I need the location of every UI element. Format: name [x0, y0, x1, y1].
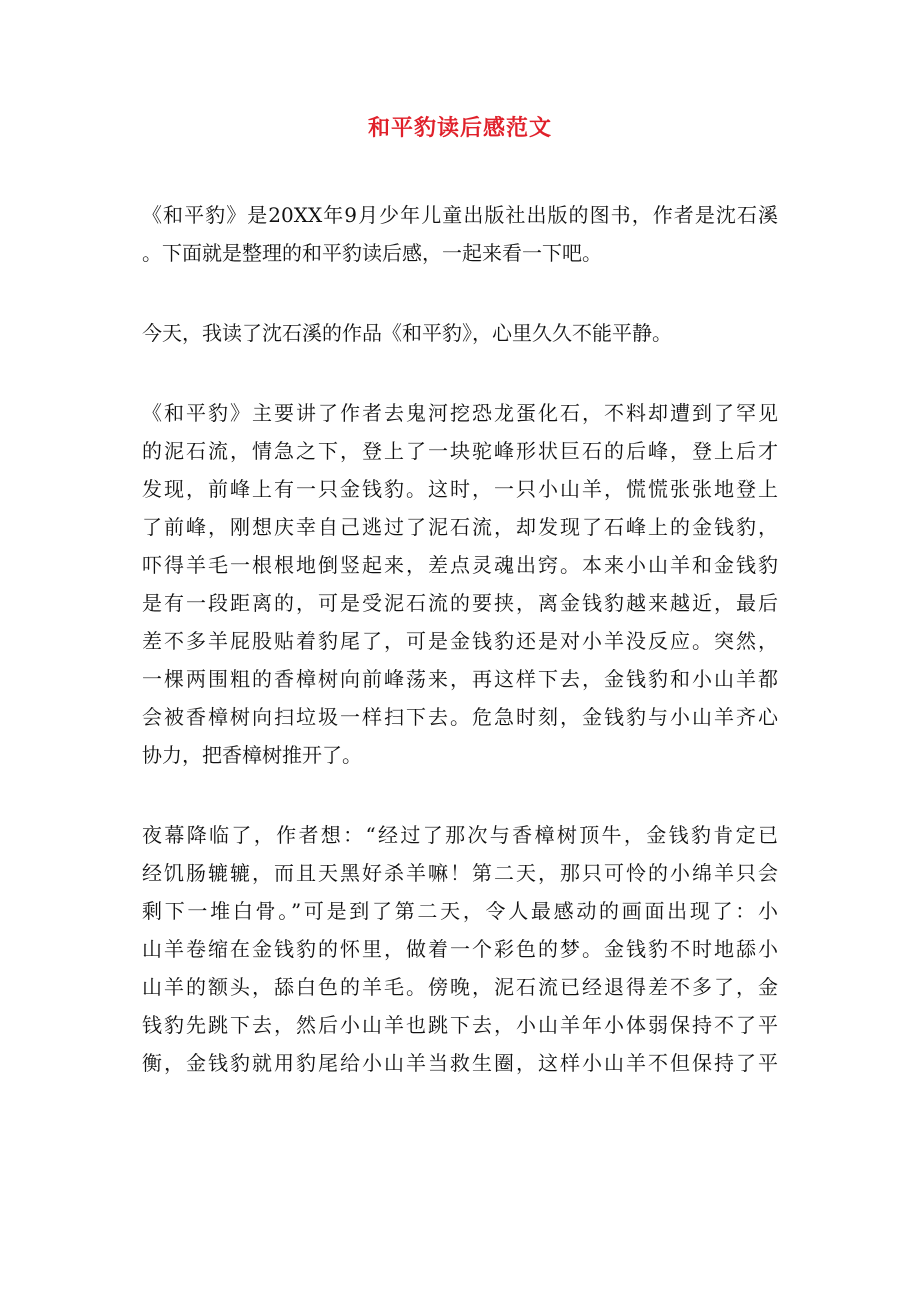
- document-title: 和平豹读后感范文: [367, 115, 552, 141]
- text-line: 了前峰，刚想庆幸自己逃过了泥石流，却发现了石峰上的金钱豹，: [142, 515, 778, 539]
- text-line: 夜幕降临了，作者想：“经过了那次与香樟树顶牛，金钱豹肯定已: [142, 823, 778, 847]
- paragraph-night: [142, 816, 778, 1082]
- text-line: 吓得羊毛一根根地倒竖起来，差点灵魂出窍。本来小山羊和金钱豹: [142, 553, 778, 577]
- text-line: 差不多羊屁股贴着豹尾了，可是金钱豹还是对小羊没反应。突然，: [142, 629, 778, 653]
- text-line: 剩下一堆白骨。”可是到了第二天，令人最感动的画面出现了：小: [142, 899, 778, 923]
- text-line: 钱豹先跳下去，然后小山羊也跳下去，小山羊年小体弱保持不了平: [142, 1013, 778, 1037]
- text-line: 今天，我读了沈石溪的作品《和平豹》，心里久久不能平静。: [142, 321, 672, 345]
- text-line: 山羊的额头，舔白色的羊毛。傍晚，泥石流已经退得差不多了，金: [142, 975, 778, 999]
- document-body: [142, 196, 778, 1124]
- text-line: 是有一段距离的，可是受泥石流的要挟，离金钱豹越来越近，最后: [142, 591, 778, 615]
- paragraph-intro: [142, 196, 778, 272]
- text-line: 。下面就是整理的和平豹读后感，一起来看一下吧。: [142, 241, 602, 265]
- text-line: 衡，金钱豹就用豹尾给小山羊当救生圈，这样小山羊不但保持了平: [142, 1051, 778, 1075]
- text-line: 山羊卷缩在金钱豹的怀里，做着一个彩色的梦。金钱豹不时地舔小: [142, 937, 778, 961]
- text-line: 一棵两围粗的香樟树向前峰荡来，再这样下去，金钱豹和小山羊都: [142, 667, 778, 691]
- paragraph-summary: [142, 394, 778, 774]
- text-line: 会被香樟树向扫垃圾一样扫下去。危急时刻，金钱豹与小山羊齐心: [142, 705, 778, 729]
- text-line: 《和平豹》是20XX年9月少年儿童出版社出版的图书，作者是沈石溪: [142, 203, 778, 227]
- text-line: 协力，把香樟树推开了。: [142, 743, 362, 767]
- text-line: 的泥石流，情急之下，登上了一块驼峰形状巨石的后峰，登上后才: [142, 439, 778, 463]
- paragraph-today: [142, 314, 778, 352]
- text-line: 经饥肠辘辘，而且天黑好杀羊嘛！第二天，那只可怜的小绵羊只会: [142, 861, 778, 885]
- text-line: 《和平豹》主要讲了作者去鬼河挖恐龙蛋化石，不料却遭到了罕见: [142, 401, 778, 425]
- text-line: 发现，前峰上有一只金钱豹。这时，一只小山羊，慌慌张张地登上: [142, 477, 778, 501]
